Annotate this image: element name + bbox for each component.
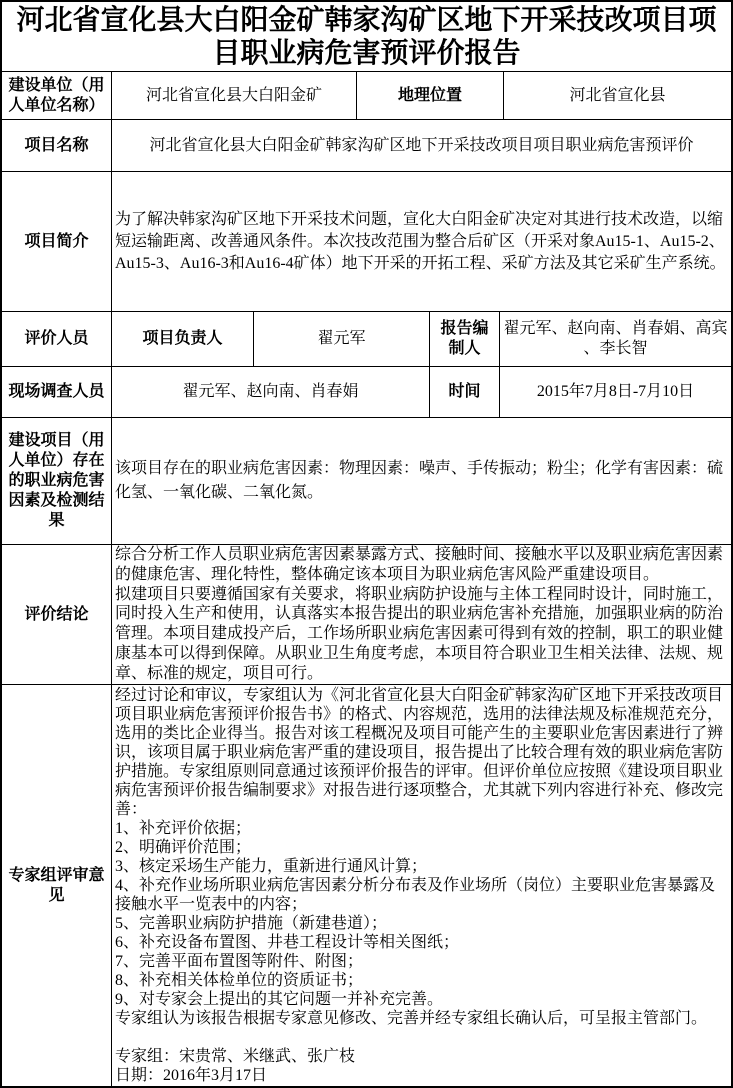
expert-review-row [2, 685, 731, 1086]
construction-unit-value: 河北省宣化县大白阳金矿 [112, 72, 357, 119]
site-survey-row [2, 367, 731, 418]
project-summary-row [2, 172, 731, 312]
project-name-row [2, 120, 731, 172]
construction-unit-row [2, 72, 731, 120]
expert-review-item-3: 3、核定采场生产能力，重新进行通风计算； [115, 858, 428, 875]
survey-time-value: 2015年7月8日-7月10日 [536, 383, 695, 400]
expert-review-item-6: 6、补充设备布置图、井巷工程设计等相关图纸； [115, 934, 460, 951]
expert-review-item-7: 7、完善平面布置图等附件、附图； [115, 953, 364, 970]
project-leader-value: 翟元军 [254, 312, 430, 366]
report-title: 河北省宣化县大白阳金矿韩家沟矿区地下开采技改项目项目职业病危害预评价报告 [2, 2, 731, 72]
hazard-factors-row [2, 418, 731, 545]
conclusion-paragraph-2: 拟建项目只要遵循国家有关要求，将职业病防护设施与主体工程同时设计，同时施工，同时投入生产和使用，认真落实本报告提出的职业病危害补充措施，加强职业病的防治管理。本项目建成投产后，工作场所职业病危害因素可得到有效的控制，职工的职业健康基本可以得到保障。从职业卫生角度考虑，本项目符合职业卫生相关法律、法规、规章、标准的规定，项目可行。 [115, 585, 724, 682]
conclusion-value [112, 545, 731, 684]
expert-review-item-5: 5、完善职业病防护措施（新建巷道）； [115, 915, 388, 932]
project-leader-label: 项目负责人 [112, 312, 254, 366]
expert-review-intro: 经过讨论和审议，专家组认为《河北省宣化县大白阳金矿韩家沟矿区地下开采技改项目项目职业病危害预评价报告书》的格式、内容规范，选用的法律法规及标准规范充分，选用的类比企业得当。报告对该工程概况及项目可能产生的主要职业危害因素进行了辨识，该项目属于职业病危害严重的建设项目，报告提出了比较合理有效的职业病危害防护措施。专家组原则同意通过该预评价报告的评审。但评价单位应按照《建设项目职业病危害预评价报告编制要求》对报告进行逐项整合，尤其就下列内容进行补充、修改完善： [115, 687, 724, 818]
expert-group-members: 专家组：宋贵常、米继武、张广枝 [115, 1048, 356, 1065]
expert-review-date: 日期：2016年3月17日 [115, 1067, 268, 1084]
report-compilers-value: 翟元军、赵向南、肖春娟、高宾、李长智 [503, 320, 728, 357]
project-name-label: 项目名称 [2, 120, 112, 171]
geographic-location-label: 地理位置 [357, 72, 504, 119]
site-survey-label: 现场调查人员 [2, 367, 112, 417]
expert-review-item-8: 8、补充相关体检单位的资质证书； [115, 972, 364, 989]
expert-review-item-2: 2、明确评价范围； [115, 839, 252, 856]
project-summary-label: 项目简介 [2, 172, 112, 311]
conclusion-label: 评价结论 [2, 545, 112, 684]
expert-review-item-9: 9、对专家会上提出的其它问题一并补充完善。 [115, 991, 444, 1008]
project-summary-value: 为了解决韩家沟矿区地下开采技术问题，宣化大白阳金矿决定对其进行技术改造，以缩短运输距离、改善通风条件。本次技改范围为整合后矿区（开采对象Au15-1、Au15-2、Au15-3、Au16-3和Au16-4矿体）地下开采的开拓工程、采矿方法及其它采矿生产系统。 [115, 210, 726, 272]
expert-review-content [112, 685, 731, 1086]
construction-unit-label: 建设单位（用人单位名称） [2, 72, 112, 119]
evaluators-label: 评价人员 [2, 312, 112, 366]
site-survey-value: 翟元军、赵向南、肖春娟 [112, 367, 430, 417]
hazard-factors-label: 建设项目（用人单位）存在的职业病危害因素及检测结果 [2, 418, 112, 544]
conclusion-paragraph-1: 综合分析工作人员职业病危害因素暴露方式、接触时间、接触水平以及职业病危害因素的健康危害、理化特性，整体确定该本项目为职业病危害风险严重建设项目。 [115, 546, 724, 583]
expert-review-item-1: 1、补充评价依据； [115, 820, 252, 837]
expert-review-label: 专家组评审意见 [2, 685, 112, 1086]
project-name-value: 河北省宣化县大白阳金矿韩家沟矿区地下开采技改项目项目职业病危害预评价 [149, 136, 694, 154]
geographic-location-value: 河北省宣化县 [569, 86, 666, 104]
expert-review-closing: 专家组认为该报告根据专家意见修改、完善并经专家组长确认后，可呈报主管部门。 [115, 1010, 708, 1027]
expert-review-item-4: 4、补充作业场所职业病危害因素分析分布表及作业场所（岗位）主要职业危害暴露及接触水平一览表中的内容； [115, 877, 716, 913]
evaluators-row [2, 312, 731, 367]
report-compilers-label: 报告编制人 [430, 312, 500, 366]
survey-time-label: 时间 [430, 367, 500, 417]
hazard-factors-value: 该项目存在的职业病危害因素：物理因素：噪声、手传振动；粉尘；化学有害因素：硫化氢、一氧化碳、二氧化氮。 [115, 460, 724, 501]
conclusion-row [2, 545, 731, 685]
